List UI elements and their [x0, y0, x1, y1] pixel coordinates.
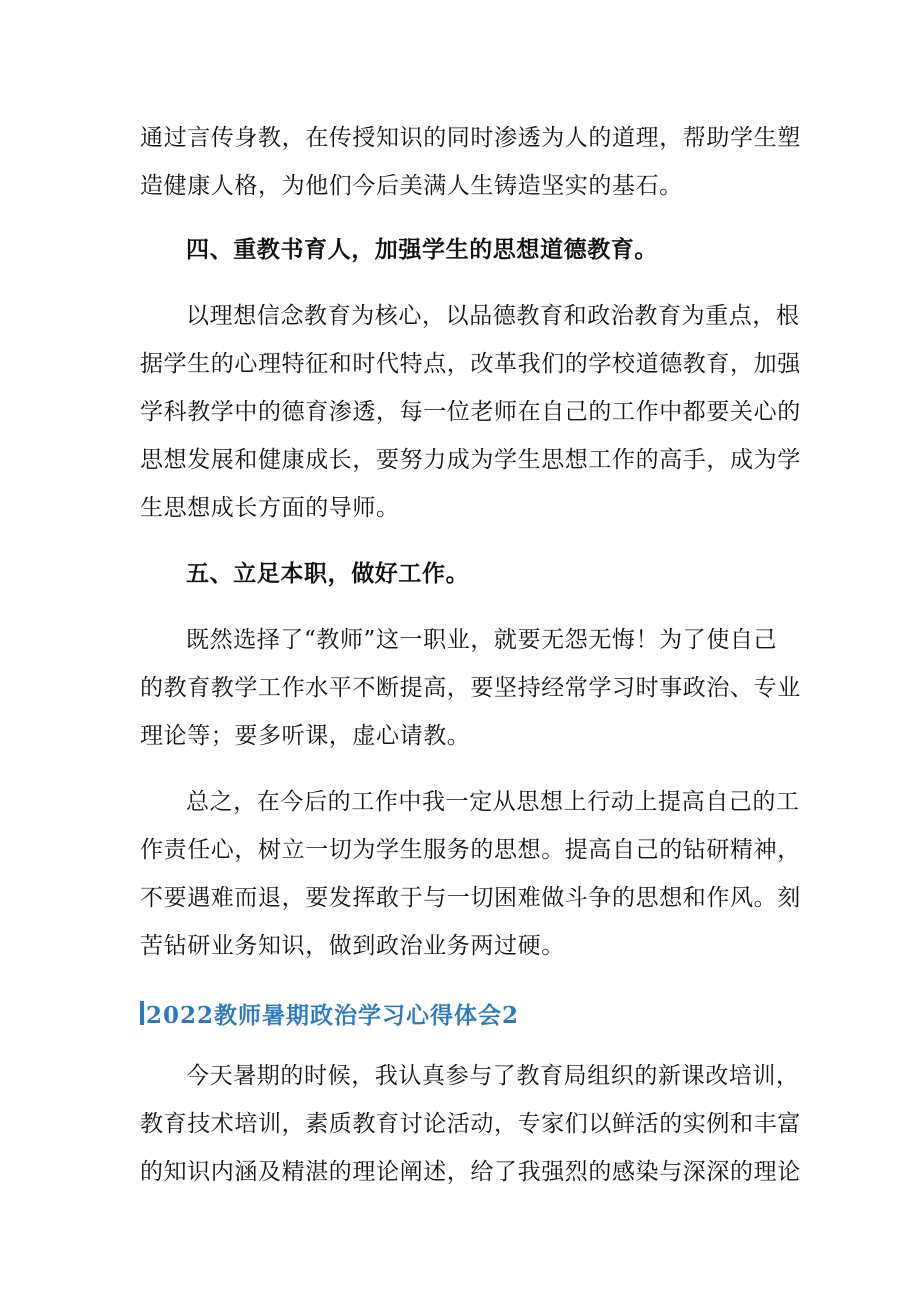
paragraph-line: 总之，在今后的工作中我一定从思想上行动上提高自己的工: [186, 789, 800, 815]
paragraph-line: 不要遇难而退，要发挥敢于与一切困难做斗争的思想和作风。刻: [140, 885, 801, 911]
paragraph-line: 生思想成长方面的导师。: [140, 495, 400, 521]
paragraph-line: 既然选择了“教师”这一职业，就要无怨无悔！为了使自己: [186, 627, 778, 653]
paragraph-line: 以理想信念教育为核心，以品德教育和政治教育为重点，根: [186, 303, 800, 329]
paragraph-line: 今天暑期的时候，我认真参与了教育局组织的新课改培训，: [186, 1063, 800, 1089]
paragraph-line: 思想发展和健康成长，要努力成为学生思想工作的高手，成为学: [140, 447, 801, 473]
subheading-four: 四、重教书育人，加强学生的思想道德教育。: [186, 236, 658, 263]
paragraph-line: 通过言传身教，在传授知识的同时渗透为人的道理，帮助学生塑: [140, 125, 801, 151]
paragraph-line: 据学生的心理特征和时代特点，改革我们的学校道德教育，加强: [140, 351, 801, 377]
paragraph-line: 教育技术培训，素质教育讨论活动，专家们以鲜活的实例和丰富: [140, 1111, 801, 1137]
paragraph-line: 造健康人格，为他们今后美满人生铸造坚实的基石。: [140, 173, 683, 199]
paragraph-line: 理论等；要多听课，虚心请教。: [140, 723, 471, 749]
section-heading: [140, 996, 519, 1030]
paragraph-line: 的教育教学工作水平不断提高，要坚持经常学习时事政治、专业: [140, 675, 801, 701]
heading-accent-bar: [140, 1001, 144, 1025]
paragraph-line: 的知识内涵及精湛的理论阐述，给了我强烈的感染与深深的理论: [140, 1159, 801, 1185]
section-heading-text: 2022教师暑期政治学习心得体会2: [146, 1001, 520, 1029]
paragraph-line: 苦钻研业务知识，做到政治业务两过硬。: [140, 933, 565, 959]
subheading-five: 五、立足本职，做好工作。: [186, 560, 470, 587]
paragraph-line: 学科教学中的德育渗透，每一位老师在自己的工作中都要关心的: [140, 399, 801, 425]
paragraph-line: 作责任心，树立一切为学生服务的思想。提高自己的钻研精神，: [140, 837, 801, 863]
